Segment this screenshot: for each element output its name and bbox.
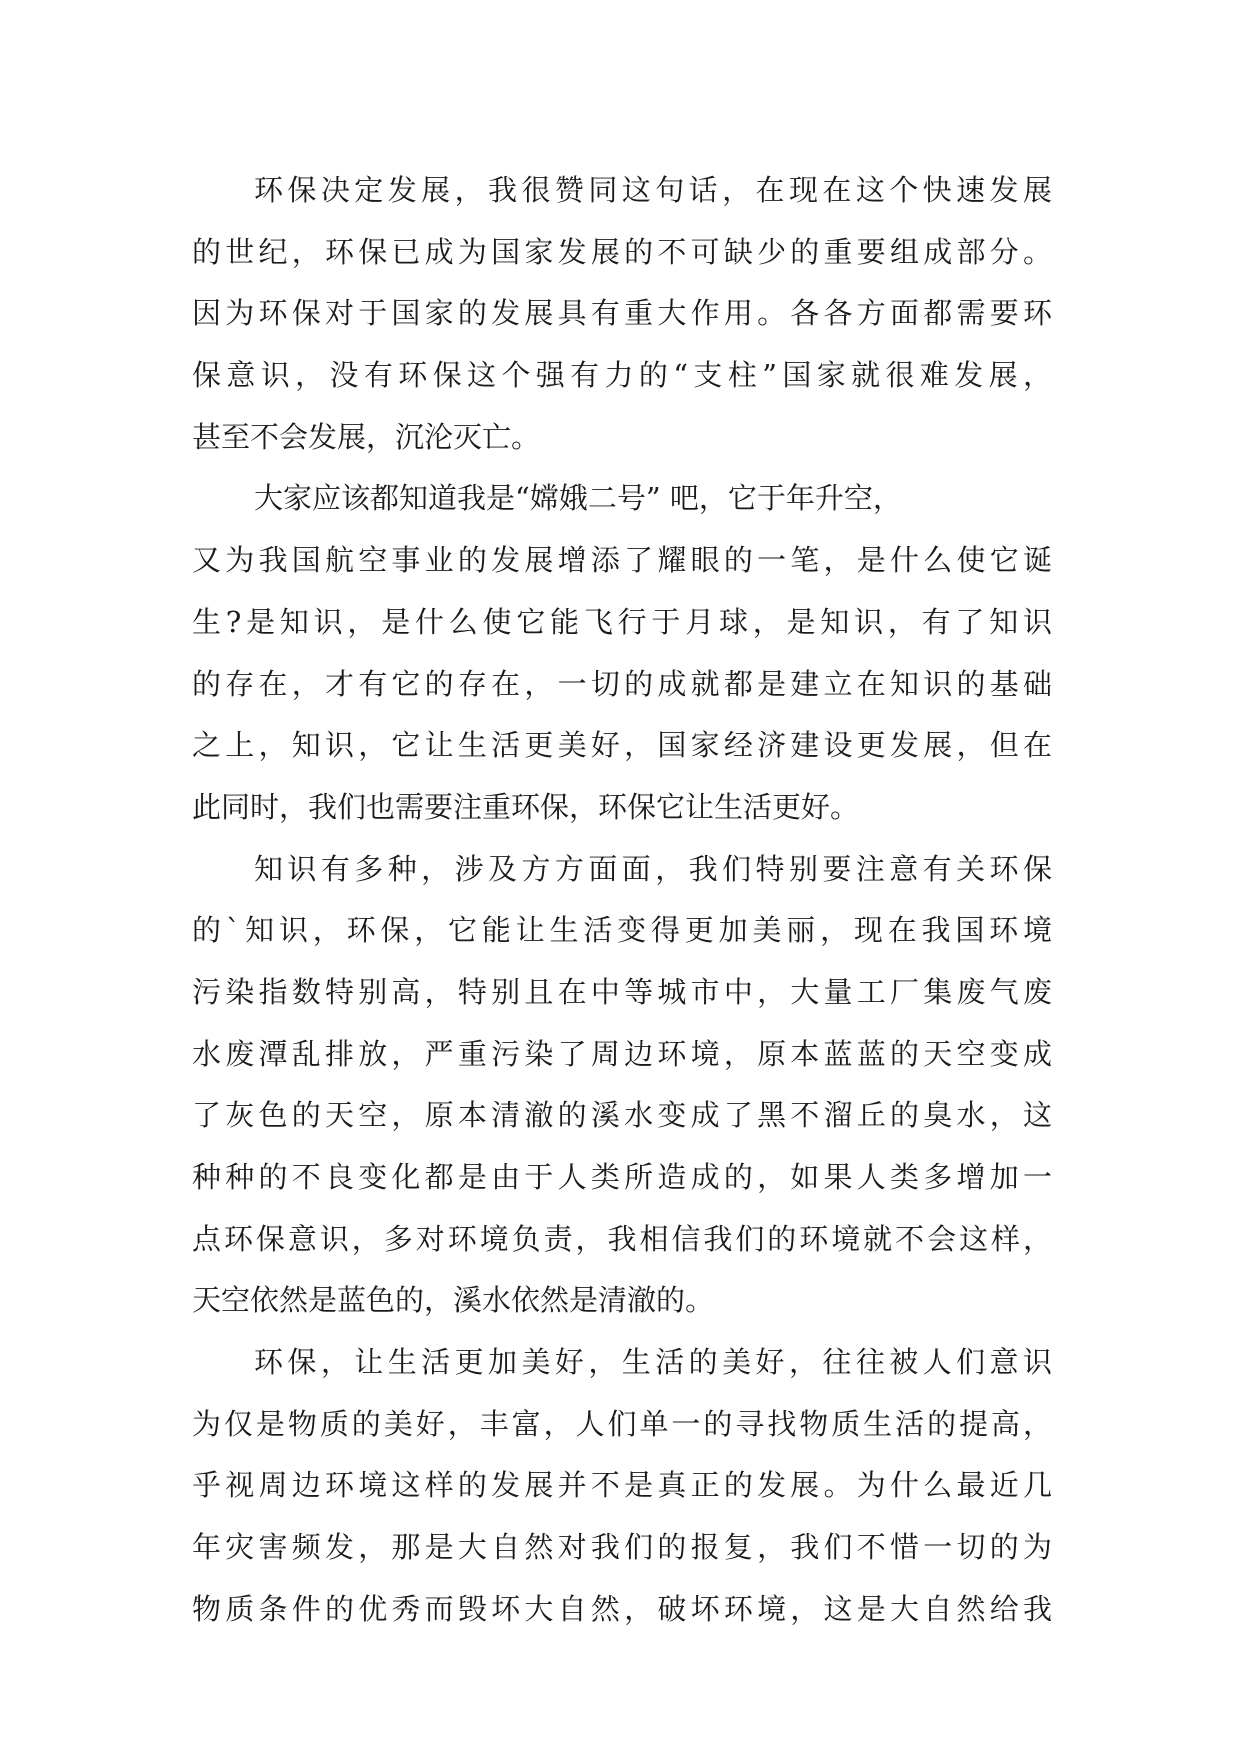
paragraph-2-line-5: 之上，知识，它让生活更美好，国家经济建设更发展，但在 (192, 728, 1052, 763)
paragraph-2-line-2: 又为我国航空事业的发展增添了耀眼的一笔，是什么使它诞 (192, 543, 1052, 578)
paragraph-1-line-5: 甚至不会发展，沉沦灭亡。 (192, 419, 541, 454)
paragraph-3-line-3: 污染指数特别高，特别且在中等城市中，大量工厂集废气废 (192, 974, 1052, 1009)
body-text (192, 160, 1052, 1641)
paragraph-1-line-1: 环保决定发展，我很赞同这句话，在现在这个快速发展 (254, 173, 1052, 207)
paragraph-1-line-3: 因为环保对于国家的发展具有重大作用。各各方面都需要环 (192, 296, 1052, 331)
paragraph-3-line-5: 了灰色的天空，原本清澈的溪水变成了黑不溜丘的臭水，这 (192, 1098, 1052, 1133)
paragraph-2-line-1: 大家应该都知道我是“嫦娥二号” 吧，它于年升空， (254, 481, 902, 516)
paragraph-4-line-3: 乎视周边环境这样的发展并不是真正的发展。为什么最近几 (192, 1468, 1052, 1503)
paragraph-3-line-2: 的`知识，环保，它能让生活变得更加美丽，现在我国环境 (192, 913, 1052, 948)
paragraph-1-line-2: 的世纪，环保已成为国家发展的不可缺少的重要组成部分。 (192, 234, 1052, 269)
paragraph-4-line-4: 年灾害频发，那是大自然对我们的报复，我们不惜一切的为 (192, 1530, 1052, 1565)
paragraph-2-line-3: 生?是知识，是什么使它能飞行于月球，是知识，有了知识 (192, 604, 1052, 639)
paragraph-2-line-4: 的存在，才有它的存在，一切的成就都是建立在知识的基础 (192, 666, 1052, 701)
paragraph-4-line-5: 物质条件的优秀而毁坏大自然，破坏环境，这是大自然给我 (192, 1591, 1052, 1626)
paragraph-3-line-4: 水废潭乱排放，严重污染了周边环境，原本蓝蓝的天空变成 (192, 1036, 1052, 1071)
paragraph-3-line-6: 种种的不良变化都是由于人类所造成的，如果人类多增加一 (192, 1160, 1052, 1194)
paragraph-3-line-7: 点环保意识，多对环境负责，我相信我们的环境就不会这样， (192, 1221, 1052, 1256)
paragraph-4-line-1: 环保，让生活更加美好，生活的美好，往往被人们意识 (254, 1345, 1052, 1380)
paragraph-4-line-2: 为仅是物质的美好，丰富，人们单一的寻找物质生活的提高， (192, 1406, 1052, 1441)
paragraph-2-line-6: 此同时，我们也需要注重环保，环保它让生活更好。 (192, 789, 860, 824)
paragraph-3-line-8: 天空依然是蓝色的，溪水依然是清澈的。 (192, 1283, 715, 1318)
paragraph-1-line-4: 保意识，没有环保这个强有力的“支柱”国家就很难发展， (192, 358, 1052, 393)
paragraph-3-line-1: 知识有多种，涉及方方面面，我们特别要注意有关环保 (254, 851, 1052, 886)
